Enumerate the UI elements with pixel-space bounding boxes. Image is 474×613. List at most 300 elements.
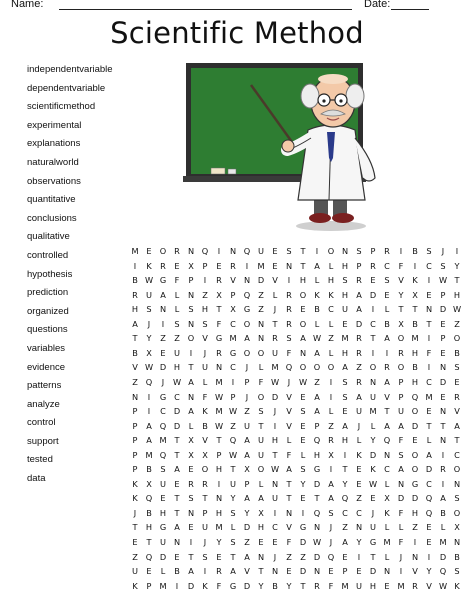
grid-letter[interactable]: H xyxy=(341,347,349,358)
grid-letter[interactable]: S xyxy=(342,376,348,387)
grid-letter[interactable]: E xyxy=(174,260,180,271)
grid-letter[interactable]: N xyxy=(257,318,265,329)
grid-letter[interactable]: E xyxy=(174,478,180,489)
grid-letter[interactable]: A xyxy=(398,464,404,475)
grid-letter[interactable]: L xyxy=(300,449,306,460)
grid-letter[interactable]: U xyxy=(370,522,376,533)
grid-letter[interactable]: W xyxy=(298,376,308,387)
grid-letter[interactable]: M xyxy=(229,333,237,344)
grid-letter[interactable]: C xyxy=(328,304,334,315)
grid-letter[interactable]: C xyxy=(342,507,348,518)
grid-letter[interactable]: M xyxy=(397,580,405,591)
grid-letter[interactable]: R xyxy=(202,478,208,489)
grid-letter[interactable]: N xyxy=(229,246,237,256)
grid-letter[interactable]: J xyxy=(147,318,151,329)
grid-letter[interactable]: A xyxy=(146,435,152,446)
grid-letter[interactable]: D xyxy=(313,551,321,562)
grid-letter[interactable]: D xyxy=(369,289,377,300)
grid-letter[interactable]: S xyxy=(188,493,194,504)
grid-letter[interactable]: P xyxy=(202,260,208,271)
grid-letter[interactable]: U xyxy=(258,246,264,256)
grid-letter[interactable]: Q xyxy=(201,246,209,256)
grid-letter[interactable]: T xyxy=(426,318,432,329)
grid-letter[interactable]: L xyxy=(370,420,376,431)
grid-letter[interactable]: S xyxy=(300,406,306,417)
grid-letter[interactable]: I xyxy=(385,347,389,358)
grid-letter[interactable]: A xyxy=(174,522,180,533)
grid-letter[interactable]: S xyxy=(202,318,208,329)
grid-letter[interactable]: R xyxy=(356,333,362,344)
grid-letter[interactable]: T xyxy=(188,362,194,373)
grid-letter[interactable]: G xyxy=(215,333,223,344)
grid-letter[interactable]: H xyxy=(411,347,419,358)
grid-letter[interactable]: N xyxy=(173,537,181,547)
grid-letter[interactable]: D xyxy=(313,478,321,489)
grid-letter[interactable]: Z xyxy=(328,420,334,431)
grid-letter[interactable]: Q xyxy=(341,493,349,504)
grid-letter[interactable]: R xyxy=(384,246,390,256)
grid-letter[interactable]: J xyxy=(287,376,291,387)
grid-letter[interactable]: N xyxy=(439,362,447,373)
grid-letter[interactable]: H xyxy=(341,435,349,446)
grid-letter[interactable]: A xyxy=(244,333,250,344)
grid-letter[interactable]: I xyxy=(413,537,417,547)
grid-letter[interactable]: N xyxy=(383,449,391,460)
grid-letter[interactable]: T xyxy=(286,493,292,504)
grid-letter[interactable]: T xyxy=(258,566,264,577)
grid-letter[interactable]: Q xyxy=(243,289,251,300)
grid-letter[interactable]: M xyxy=(369,406,377,417)
grid-letter[interactable]: F xyxy=(216,318,222,329)
grid-letter[interactable]: I xyxy=(273,420,277,431)
grid-letter[interactable]: E xyxy=(188,522,194,533)
grid-letter[interactable]: R xyxy=(272,333,278,344)
grid-letter[interactable]: O xyxy=(327,362,335,373)
grid-letter[interactable]: Q xyxy=(159,449,167,460)
grid-letter[interactable]: D xyxy=(299,537,307,547)
grid-letter[interactable]: C xyxy=(454,449,460,460)
grid-letter[interactable]: H xyxy=(271,435,279,446)
grid-letter[interactable]: X xyxy=(202,449,208,460)
grid-letter[interactable]: T xyxy=(174,493,180,504)
grid-letter[interactable]: R xyxy=(356,376,362,387)
grid-letter[interactable]: Y xyxy=(426,566,432,577)
grid-letter[interactable]: E xyxy=(174,551,180,562)
grid-letter[interactable]: D xyxy=(369,566,377,577)
grid-letter[interactable]: R xyxy=(132,289,138,300)
grid-letter[interactable]: V xyxy=(230,275,236,286)
grid-letter[interactable]: A xyxy=(342,420,348,431)
grid-letter[interactable]: K xyxy=(328,289,334,300)
grid-letter[interactable]: D xyxy=(411,420,419,431)
grid-letter[interactable]: Z xyxy=(300,551,306,562)
grid-letter[interactable]: U xyxy=(356,580,362,591)
grid-letter[interactable]: I xyxy=(203,566,207,577)
grid-letter[interactable]: Z xyxy=(244,406,250,417)
grid-letter[interactable]: C xyxy=(426,376,432,387)
grid-letter[interactable]: O xyxy=(453,464,461,475)
grid-letter[interactable]: H xyxy=(313,449,321,460)
grid-letter[interactable]: I xyxy=(231,376,235,387)
grid-letter[interactable]: W xyxy=(144,362,154,373)
grid-letter[interactable]: H xyxy=(299,275,307,286)
grid-letter[interactable]: I xyxy=(455,246,459,256)
grid-letter[interactable]: I xyxy=(189,347,193,358)
grid-letter[interactable]: I xyxy=(427,333,431,344)
grid-letter[interactable]: N xyxy=(271,478,279,489)
grid-letter[interactable]: M xyxy=(145,449,153,460)
grid-letter[interactable]: X xyxy=(258,507,264,518)
grid-letter[interactable]: E xyxy=(342,406,348,417)
grid-letter[interactable]: L xyxy=(202,376,208,387)
grid-letter[interactable]: A xyxy=(356,304,362,315)
grid-letter[interactable]: U xyxy=(230,478,236,489)
grid-letter[interactable]: Y xyxy=(370,435,376,446)
grid-letter[interactable]: S xyxy=(398,449,404,460)
grid-letter[interactable]: N xyxy=(285,507,293,518)
grid-letter[interactable]: K xyxy=(202,580,208,591)
grid-letter[interactable]: A xyxy=(258,493,264,504)
grid-letter[interactable]: T xyxy=(146,537,152,547)
grid-letter[interactable]: U xyxy=(244,420,250,431)
grid-letter[interactable]: E xyxy=(216,551,222,562)
grid-letter[interactable]: S xyxy=(440,260,446,271)
grid-letter[interactable]: Z xyxy=(314,376,320,387)
grid-letter[interactable]: V xyxy=(286,406,292,417)
grid-letter[interactable]: F xyxy=(286,347,292,358)
grid-letter[interactable]: M xyxy=(159,435,167,446)
grid-letter[interactable]: S xyxy=(174,318,180,329)
grid-letter[interactable]: S xyxy=(230,507,236,518)
grid-letter[interactable]: A xyxy=(314,260,320,271)
grid-letter[interactable]: I xyxy=(371,304,375,315)
grid-letter[interactable]: R xyxy=(328,435,334,446)
grid-letter[interactable]: F xyxy=(328,580,334,591)
grid-letter[interactable]: B xyxy=(202,420,208,431)
grid-letter[interactable]: E xyxy=(300,435,306,446)
grid-letter[interactable]: L xyxy=(384,522,390,533)
grid-letter[interactable]: X xyxy=(412,289,418,300)
grid-letter[interactable]: P xyxy=(202,507,208,518)
grid-letter[interactable]: D xyxy=(187,580,195,591)
grid-letter[interactable]: L xyxy=(384,551,390,562)
grid-letter[interactable]: C xyxy=(356,507,362,518)
grid-letter[interactable]: W xyxy=(228,406,238,417)
grid-letter[interactable]: R xyxy=(412,580,418,591)
grid-letter[interactable]: A xyxy=(244,493,250,504)
grid-letter[interactable]: E xyxy=(272,246,278,256)
grid-letter[interactable]: Y xyxy=(356,537,362,547)
grid-letter[interactable]: M xyxy=(425,391,433,402)
grid-letter[interactable]: E xyxy=(342,318,348,329)
grid-letter[interactable]: N xyxy=(187,391,195,402)
grid-letter[interactable]: R xyxy=(188,478,194,489)
grid-letter[interactable]: W xyxy=(214,391,224,402)
grid-letter[interactable]: Z xyxy=(258,289,264,300)
grid-letter[interactable]: H xyxy=(369,580,377,591)
grid-letter[interactable]: L xyxy=(174,289,180,300)
grid-letter[interactable]: E xyxy=(426,406,432,417)
grid-letter[interactable]: Y xyxy=(244,507,250,518)
grid-letter[interactable]: R xyxy=(398,347,404,358)
grid-letter[interactable]: V xyxy=(132,362,138,373)
grid-letter[interactable]: G xyxy=(243,304,251,315)
grid-letter[interactable]: E xyxy=(160,493,166,504)
grid-letter[interactable]: E xyxy=(440,318,446,329)
grid-letter[interactable]: W xyxy=(312,537,322,547)
grid-letter[interactable]: Z xyxy=(454,318,460,329)
grid-letter[interactable]: H xyxy=(159,507,167,518)
grid-letter[interactable]: P xyxy=(440,333,446,344)
grid-letter[interactable]: I xyxy=(245,260,249,271)
grid-letter[interactable]: L xyxy=(174,304,180,315)
grid-letter[interactable]: H xyxy=(131,304,139,315)
grid-letter[interactable]: N xyxy=(383,566,391,577)
grid-letter[interactable]: A xyxy=(188,376,194,387)
grid-letter[interactable]: N xyxy=(285,260,293,271)
grid-letter[interactable]: T xyxy=(370,333,376,344)
grid-letter[interactable]: O xyxy=(201,464,209,475)
grid-letter[interactable]: K xyxy=(314,289,320,300)
grid-letter[interactable]: I xyxy=(413,260,417,271)
grid-letter[interactable]: U xyxy=(342,304,348,315)
grid-letter[interactable]: K xyxy=(132,478,138,489)
grid-letter[interactable]: A xyxy=(314,347,320,358)
grid-letter[interactable]: A xyxy=(188,566,194,577)
grid-letter[interactable]: E xyxy=(132,537,138,547)
grid-letter[interactable]: Q xyxy=(159,420,167,431)
grid-letter[interactable]: U xyxy=(174,347,180,358)
grid-letter[interactable]: E xyxy=(258,537,264,547)
grid-letter[interactable]: P xyxy=(440,289,446,300)
grid-letter[interactable]: X xyxy=(188,260,194,271)
grid-letter[interactable]: Y xyxy=(454,260,460,271)
grid-letter[interactable]: C xyxy=(160,406,166,417)
grid-letter[interactable]: N xyxy=(257,551,265,562)
grid-letter[interactable]: T xyxy=(384,406,390,417)
grid-letter[interactable]: E xyxy=(356,478,362,489)
grid-letter[interactable]: J xyxy=(357,420,361,431)
grid-letter[interactable]: Q xyxy=(439,566,447,577)
grid-letter[interactable]: T xyxy=(398,304,404,315)
grid-letter[interactable]: W xyxy=(270,376,280,387)
grid-letter[interactable]: E xyxy=(328,566,334,577)
grid-letter[interactable]: K xyxy=(454,580,460,591)
grid-letter[interactable]: F xyxy=(398,507,404,518)
grid-letter[interactable]: V xyxy=(286,391,292,402)
grid-letter[interactable]: U xyxy=(272,347,278,358)
grid-letter[interactable]: W xyxy=(228,449,238,460)
grid-letter[interactable]: W xyxy=(172,376,182,387)
grid-letter[interactable]: R xyxy=(286,289,292,300)
grid-letter[interactable]: N xyxy=(187,246,195,256)
grid-letter[interactable]: N xyxy=(257,333,265,344)
grid-letter[interactable]: D xyxy=(257,275,265,286)
grid-letter[interactable]: N xyxy=(453,537,461,547)
grid-letter[interactable]: N xyxy=(313,566,321,577)
grid-letter[interactable]: I xyxy=(399,566,403,577)
grid-letter[interactable]: U xyxy=(202,362,208,373)
grid-letter[interactable]: T xyxy=(230,464,236,475)
grid-letter[interactable]: J xyxy=(273,551,277,562)
grid-letter[interactable]: C xyxy=(384,260,390,271)
grid-letter[interactable]: P xyxy=(398,391,404,402)
grid-letter[interactable]: N xyxy=(439,406,447,417)
grid-letter[interactable]: A xyxy=(230,566,236,577)
grid-letter[interactable]: Z xyxy=(132,551,138,562)
grid-letter[interactable]: E xyxy=(384,580,390,591)
grid-letter[interactable]: M xyxy=(383,537,391,547)
grid-letter[interactable]: E xyxy=(272,260,278,271)
grid-letter[interactable]: A xyxy=(174,464,180,475)
grid-letter[interactable]: E xyxy=(188,464,194,475)
grid-letter[interactable]: Y xyxy=(146,333,152,344)
grid-letter[interactable]: A xyxy=(342,362,348,373)
grid-letter[interactable]: R xyxy=(230,260,236,271)
grid-letter[interactable]: N xyxy=(271,566,279,577)
grid-letter[interactable]: Y xyxy=(258,580,264,591)
grid-letter[interactable]: B xyxy=(146,507,152,518)
grid-letter[interactable]: B xyxy=(146,464,152,475)
grid-letter[interactable]: I xyxy=(441,449,445,460)
grid-letter[interactable]: D xyxy=(439,376,447,387)
grid-letter[interactable]: O xyxy=(397,333,405,344)
grid-letter[interactable]: W xyxy=(368,478,378,489)
grid-letter[interactable]: M xyxy=(131,246,139,256)
grid-letter[interactable]: Y xyxy=(342,478,348,489)
grid-letter[interactable]: O xyxy=(159,246,167,256)
grid-letter[interactable]: I xyxy=(315,246,319,256)
grid-letter[interactable]: T xyxy=(202,493,208,504)
grid-letter[interactable]: H xyxy=(411,507,419,518)
grid-letter[interactable]: O xyxy=(243,347,251,358)
grid-letter[interactable]: P xyxy=(132,406,138,417)
grid-letter[interactable]: E xyxy=(146,246,152,256)
grid-letter[interactable]: R xyxy=(370,260,376,271)
grid-letter[interactable]: P xyxy=(356,260,362,271)
grid-letter[interactable]: I xyxy=(427,551,431,562)
grid-letter[interactable]: L xyxy=(230,522,236,533)
grid-letter[interactable]: F xyxy=(398,260,404,271)
grid-letter[interactable]: N xyxy=(299,347,307,358)
grid-letter[interactable]: D xyxy=(159,551,167,562)
grid-letter[interactable]: D xyxy=(411,493,419,504)
grid-letter[interactable]: Z xyxy=(132,376,138,387)
grid-letter[interactable]: F xyxy=(398,435,404,446)
grid-letter[interactable]: O xyxy=(369,362,377,373)
grid-letter[interactable]: T xyxy=(300,580,306,591)
grid-letter[interactable]: R xyxy=(454,391,460,402)
grid-letter[interactable]: N xyxy=(159,304,167,315)
grid-letter[interactable]: J xyxy=(273,304,277,315)
grid-letter[interactable]: Q xyxy=(243,246,251,256)
grid-letter[interactable]: B xyxy=(412,362,418,373)
grid-letter[interactable]: N xyxy=(187,507,195,518)
grid-letter[interactable]: X xyxy=(188,449,194,460)
grid-letter[interactable]: J xyxy=(133,507,137,518)
grid-letter[interactable]: E xyxy=(342,551,348,562)
grid-letter[interactable]: I xyxy=(301,507,305,518)
grid-letter[interactable]: V xyxy=(272,275,278,286)
grid-letter[interactable]: Q xyxy=(327,551,335,562)
grid-letter[interactable]: D xyxy=(299,566,307,577)
grid-letter[interactable]: D xyxy=(173,406,181,417)
grid-letter[interactable]: O xyxy=(453,333,461,344)
grid-letter[interactable]: A xyxy=(188,406,194,417)
grid-letter[interactable]: Z xyxy=(328,333,334,344)
grid-letter[interactable]: M xyxy=(439,537,447,547)
grid-letter[interactable]: J xyxy=(273,406,277,417)
grid-letter[interactable]: C xyxy=(272,522,278,533)
grid-letter[interactable]: V xyxy=(384,391,390,402)
grid-letter[interactable]: E xyxy=(300,304,306,315)
grid-letter[interactable]: O xyxy=(257,347,265,358)
grid-letter[interactable]: L xyxy=(384,304,390,315)
grid-letter[interactable]: A xyxy=(300,333,306,344)
grid-letter[interactable]: P xyxy=(342,566,348,577)
grid-letter[interactable]: G xyxy=(299,522,307,533)
grid-letter[interactable]: O xyxy=(411,464,419,475)
grid-letter[interactable]: R xyxy=(314,580,320,591)
grid-letter[interactable]: E xyxy=(440,391,446,402)
grid-letter[interactable]: O xyxy=(327,246,335,256)
grid-letter[interactable]: A xyxy=(328,478,334,489)
grid-letter[interactable]: M xyxy=(215,406,223,417)
grid-letter[interactable]: H xyxy=(341,260,349,271)
grid-letter[interactable]: C xyxy=(384,464,390,475)
grid-letter[interactable]: F xyxy=(216,580,222,591)
grid-letter[interactable]: E xyxy=(300,420,306,431)
grid-letter[interactable]: K xyxy=(132,580,138,591)
grid-letter[interactable]: V xyxy=(202,435,208,446)
grid-letter[interactable]: O xyxy=(299,362,307,373)
grid-letter[interactable]: U xyxy=(356,406,362,417)
grid-letter[interactable]: A xyxy=(132,318,138,329)
grid-letter[interactable]: L xyxy=(286,435,292,446)
grid-letter[interactable]: V xyxy=(398,275,404,286)
grid-letter[interactable]: H xyxy=(201,304,209,315)
grid-letter[interactable]: I xyxy=(399,246,403,256)
grid-letter[interactable]: P xyxy=(132,449,138,460)
grid-letter[interactable]: Z xyxy=(202,289,208,300)
grid-letter[interactable]: S xyxy=(202,551,208,562)
grid-letter[interactable]: X xyxy=(328,449,334,460)
grid-letter[interactable]: V xyxy=(454,406,460,417)
grid-letter[interactable]: F xyxy=(398,537,404,547)
grid-letter[interactable]: L xyxy=(426,435,432,446)
grid-letter[interactable]: K xyxy=(146,260,152,271)
grid-letter[interactable]: D xyxy=(243,580,251,591)
grid-letter[interactable]: B xyxy=(440,507,446,518)
grid-letter[interactable]: O xyxy=(257,464,265,475)
grid-letter[interactable]: W xyxy=(438,275,448,286)
grid-letter[interactable]: R xyxy=(216,347,222,358)
grid-letter[interactable]: S xyxy=(286,246,292,256)
grid-letter[interactable]: Z xyxy=(258,304,264,315)
grid-letter[interactable]: N xyxy=(313,522,321,533)
grid-letter[interactable]: D xyxy=(173,420,181,431)
grid-letter[interactable]: H xyxy=(145,522,153,533)
grid-letter[interactable]: H xyxy=(411,376,419,387)
grid-letter[interactable]: D xyxy=(397,493,405,504)
name-blank-line[interactable] xyxy=(59,9,352,10)
grid-letter[interactable]: E xyxy=(412,435,418,446)
grid-letter[interactable]: U xyxy=(258,435,264,446)
grid-letter[interactable]: F xyxy=(286,537,292,547)
grid-letter[interactable]: U xyxy=(160,478,166,489)
grid-letter[interactable]: S xyxy=(328,507,334,518)
grid-letter[interactable]: P xyxy=(370,246,376,256)
